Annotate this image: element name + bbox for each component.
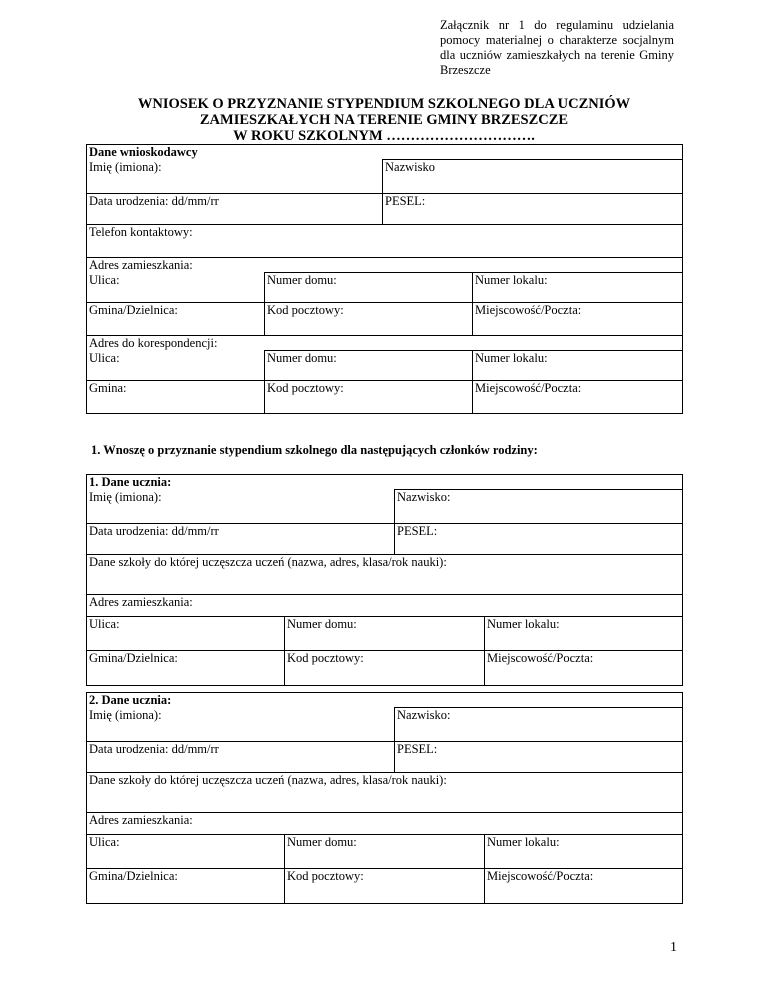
student-1-address-header: Adres zamieszkania:	[89, 595, 193, 609]
applicant-town-label: Miejscowość/Poczta:	[475, 303, 582, 317]
student-2-flat-no-label: Numer lokalu:	[487, 835, 560, 849]
student-2-commune-label: Gmina/Dzielnica:	[89, 869, 178, 883]
corr-postal-code-field[interactable]	[265, 381, 473, 414]
student-1-town-field[interactable]	[485, 651, 683, 686]
student-1-town-label: Miejscowość/Poczta:	[487, 651, 594, 665]
corr-flat-no-label: Numer lokalu:	[475, 351, 548, 365]
applicant-house-no-label: Numer domu:	[267, 273, 337, 287]
student-1-last-name-field[interactable]	[395, 490, 683, 524]
applicant-birth-date-field[interactable]	[87, 194, 383, 225]
student-2-postal-code-field[interactable]	[285, 869, 485, 904]
corr-commune-field[interactable]	[87, 381, 265, 414]
student-2-first-name-label: Imię (imiona):	[89, 707, 162, 722]
applicant-first-name-field[interactable]	[87, 160, 383, 194]
annex-note: Załącznik nr 1 do regulaminu udzielania pomocy materialnej o charakterze socjalnym dla uczniów zamieszkałych na terenie Gminy Brzeszcze	[440, 18, 674, 77]
student-1-school-field[interactable]	[87, 555, 683, 595]
student-2-address-header-cell	[87, 813, 683, 835]
student-2-street-label: Ulica:	[89, 835, 120, 849]
corr-street-field[interactable]	[87, 351, 265, 381]
corr-town-field[interactable]	[473, 381, 683, 414]
page-number: 1	[670, 940, 677, 955]
corr-postal-code-label: Kod pocztowy:	[267, 381, 344, 395]
student-2-flat-no-field[interactable]	[485, 835, 683, 869]
corr-house-no-field[interactable]	[265, 351, 473, 381]
student-1-commune-label: Gmina/Dzielnica:	[89, 651, 178, 665]
student-2-house-no-field[interactable]	[285, 835, 485, 869]
applicant-address-header: Adres zamieszkania:	[89, 258, 193, 272]
applicant-last-name-field[interactable]	[383, 160, 683, 194]
applicant-commune-label: Gmina/Dzielnica:	[89, 303, 178, 317]
student-2-pesel-label: PESEL:	[397, 742, 438, 756]
applicant-commune-field[interactable]	[87, 303, 265, 336]
student-2-postal-code-label: Kod pocztowy:	[287, 869, 364, 883]
applicant-town-field[interactable]	[473, 303, 683, 336]
corr-commune-label: Gmina:	[89, 381, 127, 395]
form-title	[80, 96, 688, 144]
applicant-pesel-label: PESEL:	[385, 194, 426, 208]
student-2-town-field[interactable]	[485, 869, 683, 904]
corr-street-label: Ulica:	[89, 350, 120, 365]
corr-house-no-label: Numer domu:	[267, 351, 337, 365]
applicant-flat-no-label: Numer lokalu:	[475, 273, 548, 287]
student-2-first-name-field[interactable]	[87, 708, 395, 742]
student-2-school-label: Dane szkoły do której uczęszcza uczeń (nazwa, adres, klasa/rok nauki):	[89, 773, 447, 787]
student-1-address-header-cell	[87, 595, 683, 617]
correspondence-header: Adres do korespondencji:	[89, 336, 218, 350]
student-2-table	[86, 692, 683, 904]
section-1-heading: 1. Wnoszę o przyznanie stypendium szkolnego dla następujących członków rodziny:	[91, 443, 538, 457]
corr-flat-no-field[interactable]	[473, 351, 683, 381]
student-1-postal-code-label: Kod pocztowy:	[287, 651, 364, 665]
student-1-street-field[interactable]	[87, 617, 285, 651]
applicant-header: Dane wnioskodawcy	[89, 145, 198, 159]
student-2-school-field[interactable]	[87, 773, 683, 813]
student-1-house-no-label: Numer domu:	[287, 617, 357, 631]
applicant-postal-code-label: Kod pocztowy:	[267, 303, 344, 317]
form-title-line-1: WNIOSEK O PRZYZNANIE STYPENDIUM SZKOLNEGO DLA UCZNIÓW	[137, 96, 631, 112]
student-1-street-label: Ulica:	[89, 617, 120, 631]
student-1-commune-field[interactable]	[87, 651, 285, 686]
student-1-house-no-field[interactable]	[285, 617, 485, 651]
student-2-header-cell	[87, 693, 683, 708]
applicant-street-label: Ulica:	[89, 272, 120, 287]
student-2-house-no-label: Numer domu:	[287, 835, 357, 849]
student-2-commune-field[interactable]	[87, 869, 285, 904]
student-2-address-header: Adres zamieszkania:	[89, 813, 193, 827]
applicant-phone-label: Telefon kontaktowy:	[89, 225, 193, 239]
applicant-postal-code-field[interactable]	[265, 303, 473, 336]
student-1-table	[86, 474, 683, 686]
student-1-header: 1. Dane ucznia:	[89, 475, 172, 489]
applicant-last-name-label: Nazwisko	[385, 160, 435, 174]
student-2-town-label: Miejscowość/Poczta:	[487, 869, 594, 883]
student-2-pesel-field[interactable]	[395, 742, 683, 773]
student-2-header: 2. Dane ucznia:	[89, 693, 172, 707]
applicant-header-cell	[87, 145, 683, 160]
student-1-pesel-field[interactable]	[395, 524, 683, 555]
applicant-flat-no-field[interactable]	[473, 273, 683, 303]
student-1-flat-no-field[interactable]	[485, 617, 683, 651]
student-1-header-cell	[87, 475, 683, 490]
applicant-first-name-label: Imię (imiona):	[89, 159, 162, 174]
corr-town-label: Miejscowość/Poczta:	[475, 381, 582, 395]
applicant-street-field[interactable]	[87, 273, 265, 303]
student-1-birth-date-label: Data urodzenia: dd/mm/rr	[89, 524, 219, 538]
student-1-postal-code-field[interactable]	[285, 651, 485, 686]
student-1-first-name-label: Imię (imiona):	[89, 489, 162, 504]
applicant-pesel-field[interactable]	[383, 194, 683, 225]
student-1-birth-date-field[interactable]	[87, 524, 395, 555]
student-1-school-label: Dane szkoły do której uczęszcza uczeń (nazwa, adres, klasa/rok nauki):	[89, 555, 447, 569]
student-2-birth-date-label: Data urodzenia: dd/mm/rr	[89, 742, 219, 756]
student-2-last-name-field[interactable]	[395, 708, 683, 742]
student-2-last-name-label: Nazwisko:	[397, 708, 451, 722]
form-title-line-3: W ROKU SZKOLNYM ………………………….	[233, 128, 535, 144]
applicant-table	[86, 144, 683, 414]
applicant-address-header-cell	[87, 258, 683, 273]
form-title-line-2: ZAMIESZKAŁYCH NA TERENIE GMINY BRZESZCZE	[199, 112, 569, 128]
correspondence-header-cell	[87, 336, 683, 351]
applicant-house-no-field[interactable]	[265, 273, 473, 303]
applicant-phone-field[interactable]	[87, 225, 683, 258]
student-1-last-name-label: Nazwisko:	[397, 490, 451, 504]
student-2-birth-date-field[interactable]	[87, 742, 395, 773]
student-1-first-name-field[interactable]	[87, 490, 395, 524]
applicant-birth-date-label: Data urodzenia: dd/mm/rr	[89, 194, 219, 208]
student-1-flat-no-label: Numer lokalu:	[487, 617, 560, 631]
student-1-pesel-label: PESEL:	[397, 524, 438, 538]
student-2-street-field[interactable]	[87, 835, 285, 869]
